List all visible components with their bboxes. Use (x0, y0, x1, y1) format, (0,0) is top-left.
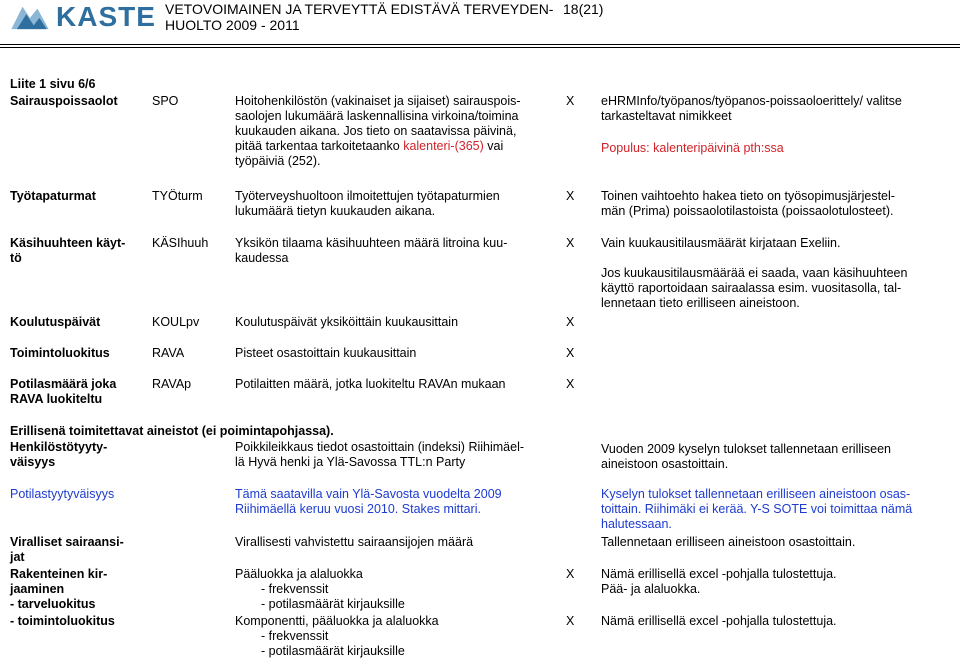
row-mark-toimintoluokitus-kirjaus: X (566, 614, 575, 628)
row-desc-viralliset-sairaansijat: Virallisesti vahvistettu sairaansijojen määrä (235, 535, 474, 549)
row-note-viralliset-sairaansijat: Tallennetaan erilliseen aineistoon osastoittain. (601, 535, 856, 549)
row-code-spo: SPO (152, 94, 179, 108)
row-desc-rakenteinen-kirjaaminen: Pääluokka ja alaluokka - frekvenssit - potilasmäärät kirjauksille (235, 567, 405, 611)
row-desc-tyotapaturmat: Työterveyshuoltoon ilmoitettujen työtapaturmien lukumäärä tietyn kuukauden aikana. (235, 189, 500, 218)
row-note-potilastyytyvaisyys: Kyselyn tulokset tallennetaan erilliseen aineistoon osas- toittain. Riihimäki ei kerää. Y-S SOTE voi toimittaa nämä halutessaan. (601, 487, 913, 531)
row-name-rakenteinen-kirjaaminen: Rakenteinen kir- jaaminen - tarveluokitus (10, 567, 108, 611)
row-mark-toimintoluokitus: X (566, 346, 575, 360)
row-code-tyoturm: TYÖturm (152, 189, 203, 203)
row-desc-toimintoluokitus-kirjaus: Komponentti, pääluokka ja alaluokka - frekvenssit - potilasmäärät kirjauksille (235, 614, 439, 658)
row-name-toimintoluokitus-kirjaus: - toimintoluokitus (10, 614, 115, 628)
section-heading-separate: Erillisenä toimitettavat aineistot (ei poimintapohjassa). (10, 424, 334, 438)
row-mark-rakenteinen-kirjaaminen: X (566, 567, 575, 581)
row-code-koulpv: KOULpv (152, 315, 200, 329)
row-desc-henkilostotyytyvaisyys: Poikkileikkaus tiedot osastoittain (indeksi) Riihimäel- lä Hyvä henki ja Ylä-Savossa TTL:n Party (235, 440, 525, 469)
header-divider (0, 44, 960, 45)
appendix-label: Liite 1 sivu 6/6 (10, 77, 96, 91)
populus-note: Populus: kalenteripäivinä pth:ssa (601, 141, 784, 155)
document-title: VETOVOIMAINEN JA TERVEYTTÄ EDISTÄVÄ TERVEYDEN- HUOLTO 2009 - 2011 (165, 1, 554, 33)
row-mark-sairauspoissaolot: X (566, 94, 575, 108)
row-mark-tyotapaturmat: X (566, 189, 575, 203)
row-note-toimintoluokitus-kirjaus: Nämä erillisellä excel -pohjalla tulostettuja. (601, 614, 837, 628)
row-desc-potilastyytyvaisyys: Tämä saatavilla vain Ylä-Savosta vuodelta 2009 Riihimäellä keruu vuosi 2010. Stakes mittari. (235, 487, 502, 516)
row-name-tyotapaturmat: Työtapaturmat (10, 189, 96, 203)
logo-text: KASTE (56, 1, 156, 32)
row-desc-potilasmaara: Potilaitten määrä, jotka luokiteltu RAVAn mukaan (235, 377, 506, 391)
calendar-days-text: kalenteri-(365) (403, 139, 484, 153)
row-note-rakenteinen-kirjaaminen: Nämä erillisellä excel -pohjalla tulostettuja. Pää- ja alaluokka. (601, 567, 837, 596)
row-desc-kasihuuhde: Yksikön tilaama käsihuuhteen määrä litroina kuu- kaudessa (235, 236, 508, 265)
row-name-sairauspoissaolot: Sairauspoissaolot (10, 94, 118, 108)
row-name-potilasmaara: Potilasmäärä joka RAVA luokiteltu (10, 377, 117, 406)
row-mark-koulutuspaivat: X (566, 315, 575, 329)
row-code-rava: RAVA (152, 346, 185, 360)
row-desc-sairauspoissaolot: Hoitohenkilöstön (vakinaiset ja sijaiset) sairauspois- saolojen lukumäärä laskennallisina virkoina/toimina kuukauden aikana. Jos tieto on saatavissa päivinä, pitää tarkentaa tarkoitetaanko kalenteri-(365) vai työpäiviä (252). (235, 94, 521, 168)
row-code-ravap: RAVAp (152, 377, 192, 391)
row-name-kasihuuhde: Käsihuuhteen käyt- tö (10, 236, 126, 265)
row-name-henkilostotyytyvaisyys: Henkilöstötyyty- väisyys (10, 440, 108, 469)
row-name-koulutuspaivat: Koulutuspäivät (10, 315, 101, 329)
row-note-henkilostotyytyvaisyys: Vuoden 2009 kyselyn tulokset tallennetaan erilliseen aineistoon osastoittain. (601, 442, 892, 471)
page-header (0, 0, 960, 44)
kaste-logo (8, 0, 156, 34)
row-desc-toimintoluokitus: Pisteet osastoittain kuukausittain (235, 346, 417, 360)
row-name-viralliset-sairaansijat: Viralliset sairaansi- jat (10, 535, 124, 564)
row-note-kasihuuhde: Vain kuukausitilausmäärät kirjataan Exeliin. Jos kuukausitilausmäärää ei saada, vaan käsihuuhteen käyttö raportoidaan sairaalassa esim. vuositasolla, tal- lennetaan tieto erilliseen aineistoon. (601, 236, 908, 310)
row-name-potilastyytyvaisyys: Potilastyytyväisyys (10, 487, 115, 501)
row-note-sairauspoissaolot: eHRMInfo/työpanos/työpanos-poissaoloerittely/ valitse tarkasteltavat nimikkeet Populus: kalenteripäivinä pth:ssa (601, 94, 951, 156)
page-number: 18(21) (563, 1, 604, 17)
row-mark-potilasmaara: X (566, 377, 575, 391)
kaste-logo-icon (8, 3, 52, 31)
header-divider-2 (0, 47, 960, 48)
row-note-tyotapaturmat: Toinen vaihtoehto hakea tieto on työsopimusjärjestel- män (Prima) poissaolotilastoista (poissaolotulosteet). (601, 189, 895, 218)
row-code-kasihuuh: KÄSIhuuh (152, 236, 209, 250)
row-mark-kasihuuhde: X (566, 236, 575, 250)
row-name-toimintoluokitus: Toimintoluokitus (10, 346, 110, 360)
row-desc-koulutuspaivat: Koulutuspäivät yksiköittäin kuukausittain (235, 315, 459, 329)
